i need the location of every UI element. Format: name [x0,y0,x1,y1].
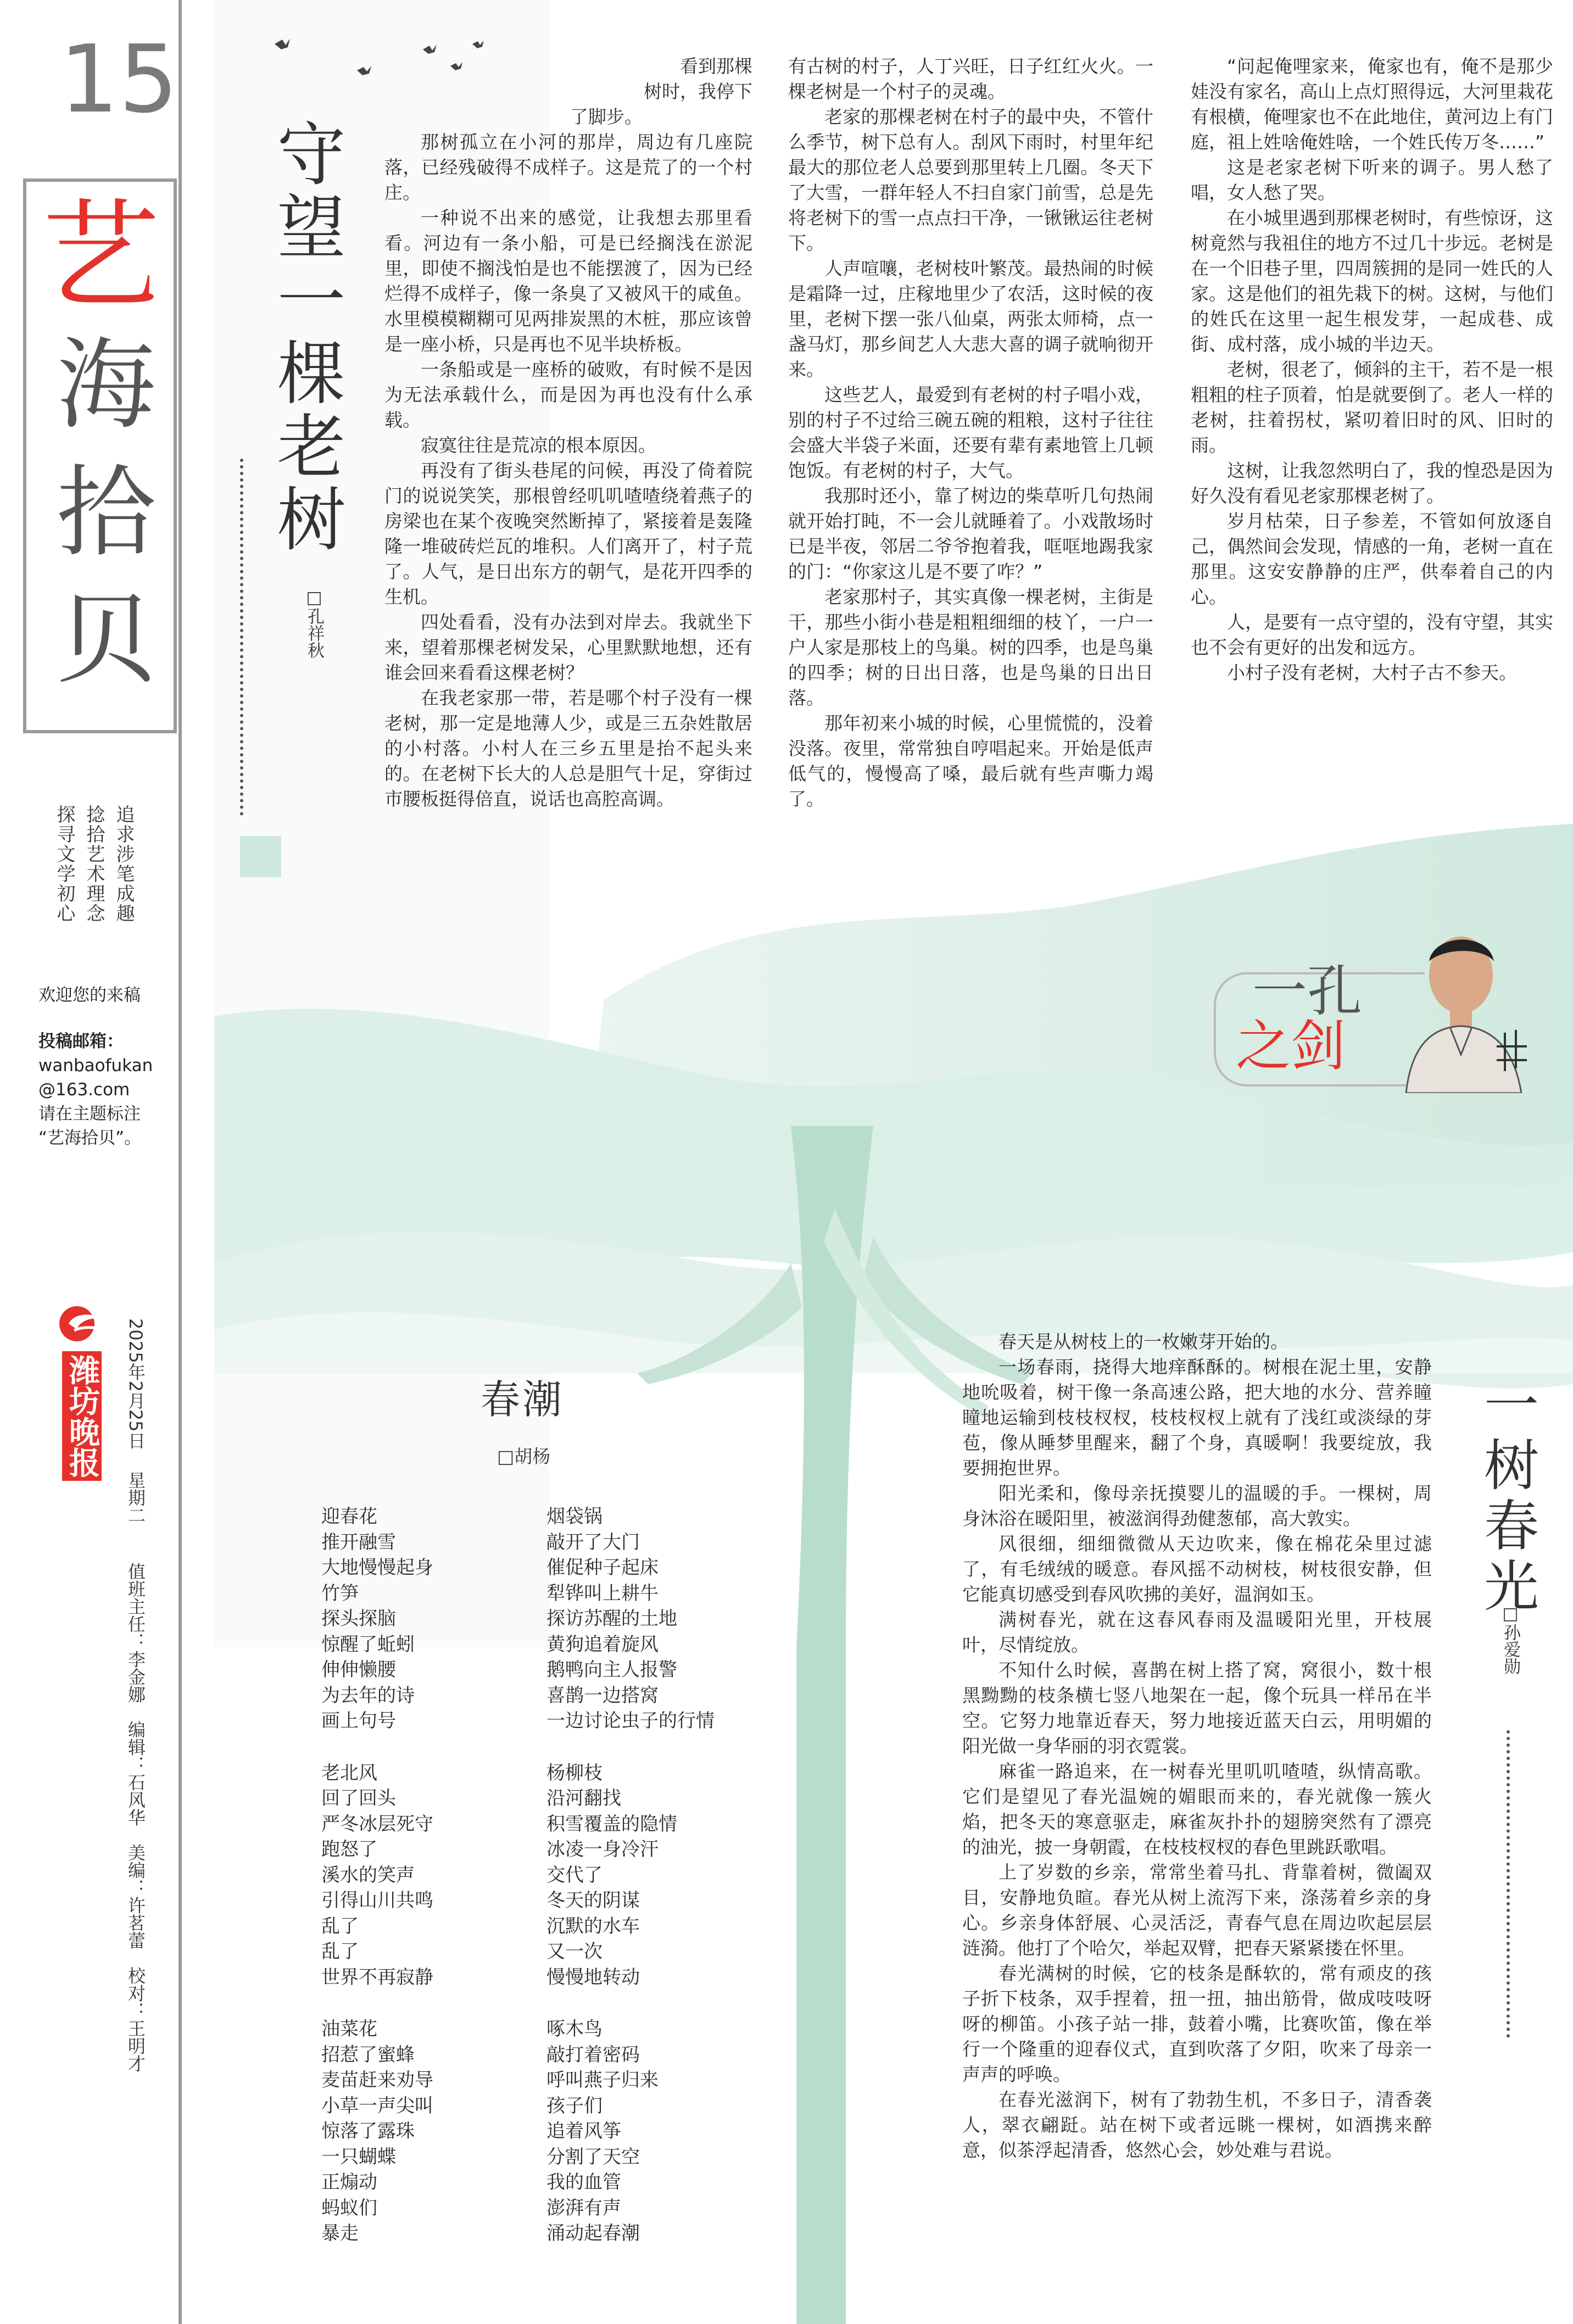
email-domain[interactable]: @163.com [38,1080,130,1100]
author-portrait [1395,928,1543,1093]
poem-line: 黄狗追着旋风 [546,1633,659,1656]
article3-author: □孙爱勋 [1501,1604,1520,1675]
staff-credits: 值班主任：李金娜 编辑：石风华 美编：许茗蕾 校对：王明才 [125,1562,146,2072]
paragraph: 我那时还小，靠了树边的柴草听几句热闹就开始打盹，不一会儿就睡着了。小戏散场时已是半夜，邻居二爷爷抱着我，哐哐地踢我家的门：“你家这儿是不要了咋？” [788,485,1153,582]
article1-column-1 [384,54,752,812]
poem-line: 冬天的阴谋 [546,1890,640,1911]
poem-line: 麦苗赶来劝导 [321,2069,433,2091]
poem-line: 冰凌一身冷汗 [546,1838,659,1860]
article1-title: 守望一棵老树 [265,118,345,556]
article1-lead [384,54,752,130]
poem-line: 溪水的笑声 [321,1864,415,1886]
poem-line: 油菜花 [321,2018,377,2040]
motto-1: 追求涉笔成趣 [113,805,135,923]
newspaper-logo-icon [52,1302,113,1346]
paragraph: 人，是要有一点守望的，没有守望，其实也不会有更好的出发和远方。 [1191,611,1553,658]
note-line-1: 请在主题标注 [38,1104,141,1124]
paragraph: 一条船或是一座桥的破败，有时候不是因为无法承载什么，而是因为再也没有什么承载。 [384,359,752,431]
paragraph: 上了岁数的乡亲，常常坐着马扎、背靠着树，微阖双目，安静地负暄。春光从树上流泻下来，涤荡着乡亲的身心。乡亲身体舒展、心灵活泛，青春气息在周边吹起层层涟漪。他打了个哈欠，举起双臂，把春天紧紧搂在怀里。 [962,1862,1432,1959]
newspaper-logo [52,1302,113,1481]
page-number: 15 [59,25,179,134]
email-label: 投稿邮箱： [38,1032,124,1051]
poem-line: 为去年的诗 [321,1684,415,1707]
poem-line: 乱了 [321,1941,359,1963]
poem-line: 交代了 [546,1864,603,1886]
note-line-2: “艺海拾贝”。 [38,1128,142,1148]
article1-column-3 [1191,54,1553,686]
lead-line: 了脚步。 [570,106,643,127]
poem-line: 烟袋锅 [546,1506,603,1528]
poem-line: 慢慢地转动 [546,1966,640,1988]
poem-line: 伸伸懒腰 [321,1659,396,1681]
section-title-rest: 海 拾 贝 [57,328,156,698]
poem-line: 犁铧叫上耕牛 [546,1582,659,1604]
paragraph: 春天是从树枝上的一枚嫩芽开始的。 [999,1331,1288,1352]
paragraph: 阳光柔和，像母亲抚摸婴儿的温暖的手。一棵树，周身沐浴在暖阳里，被滋润得劲健葱郁，高大敦实。 [962,1483,1432,1529]
paragraph: 满树春光，就在这春风春雨及温暖阳光里，开枝展叶，尽情绽放。 [962,1609,1432,1656]
issue-date: 2025年2月25日 [125,1318,146,1450]
article3-body [962,1329,1432,2163]
poem-line: 正煽动 [321,2171,377,2193]
poem-line: 沉默的水车 [546,1915,640,1937]
newspaper-name: 潍坊晚报 [62,1351,102,1481]
poem-line: 一只蝴蝶 [321,2145,396,2168]
paragraph: 四处看看，没有办法到对岸去。我就坐下来，望着那棵老树发呆，心里默默地想，还有谁会回来看看这棵老树？ [384,611,752,683]
paragraph: 不知什么时候，喜鹊在树上搭了窝，窝很小，数十根黑黝黝的枝条横七竖八地架在一起，像个玩具一样吊在半空。它努力地靠近春天，努力地接近蓝天白云，用明媚的阳光做一身华丽的羽衣霓裳。 [962,1659,1432,1757]
poem-stanza [321,1760,530,1991]
poem-line: 涌动起春潮 [546,2222,640,2244]
paragraph: 那年初来小城的时候，心里慌慌的，没着没落。夜里，常常独自哼唱起来。开始是低声低气的，慢慢高了嗓，最后就有些声嘶力竭了。 [788,712,1153,810]
poem-line: 回了回头 [321,1787,396,1809]
article2-author: □胡杨 [497,1446,551,1467]
poem-stanza [321,2016,530,2247]
paragraph: 寂寞往往是荒凉的根本原因。 [421,434,656,456]
poem-line: 蚂蚁们 [321,2197,377,2219]
paragraph: 风很细，细细微微从天边吹来，像在棉花朵里过滤了，有毛绒绒的暖意。春风摇不动树枝，树枝很安静，但它能真切感受到春风吹拂的美好，温润如玉。 [962,1533,1432,1605]
email-user[interactable]: wanbaofukan [38,1056,153,1075]
paragraph: 岁月枯荣，日子参差，不管如何放逐自己，偶然间会发现，情感的一角，老树一直在那里。这安安静静的庄严，供奉着自己的内心。 [1191,510,1553,608]
paragraph: “问起俺哩家来，俺家也有，俺不是那少娃没有家名，高山上点灯照得远，大河里栽花有根横，俺哩家也不在此地住，黄河边上有门庭，祖上姓啥俺姓啥，一个姓氏传万冬……” [1191,55,1553,153]
poem-line: 迎春花 [321,1506,377,1528]
article3-title: 一树春光 [1475,1376,1539,1618]
poem-line: 催促种子起床 [546,1557,659,1579]
poem-line: 又一次 [546,1941,603,1963]
poem-line: 敲打着密码 [546,2043,640,2066]
poem-line: 沿河翻找 [546,1787,621,1809]
poem-line: 乱了 [321,1915,359,1937]
poem-line: 世界不再寂静 [321,1966,433,1988]
paragraph: 春光满树的时候，它的枝条是酥软的，常有顽皮的孩子折下枝条，双手捏着，扭一扭，抽出筋骨，做成吱吱呀呀的柳笛。小孩子站一排，鼓着小嘴，比赛吹笛，像在举行一个隆重的迎春仪式，直到吹落了夕阳，吹来了母亲一声声的呼唤。 [962,1963,1432,2085]
paragraph: 在小城里遇到那棵老树时，有些惊讶，这树竟然与我祖住的地方不过几十步远。老树是在一个旧巷子里，四周簇拥的是同一姓氏的人家。这是他们的祖先栽下的树。这树，与他们的姓氏在这里一起生根发芽，一起成巷、成街、成村落，成小城的半边天。 [1191,207,1553,355]
poem-line: 一边讨论虫子的行情 [546,1710,715,1732]
poem-line: 严冬冰层死守 [321,1813,433,1835]
poem-line: 大地慢慢起身 [321,1557,433,1579]
paragraph: 人声喧嚷，老树枝叶繁茂。最热闹的时候是霜降一过，庄稼地里少了农活，这时候的夜里，老树下摆一张八仙桌，两张太师椅，点一盏马灯，那乡间艺人大悲大喜的调子就响彻开来。 [788,258,1153,380]
poem-line: 探头探脑 [321,1608,396,1630]
poem-line: 积雪覆盖的隐情 [546,1813,677,1835]
poem-line: 敲开了大门 [546,1531,640,1553]
motto-lines [49,805,138,948]
poem-line: 竹笋 [321,1582,359,1604]
poem-line: 惊醒了蚯蚓 [321,1633,415,1656]
paragraph: 麻雀一路追来，在一树春光里叽叽喳喳，纵情高歌。它们是望见了春光温婉的媚眼而来的，春光就像一簇火焰，把冬天的寒意驱走，麻雀灰扑扑的翅膀突然有了漂亮的油光，披一身朝霞，在枝枝杈杈的春色里跳跃歌唱。 [962,1760,1432,1858]
poem-column-right [546,1504,777,2273]
issue-weekday: 星期二 [125,1471,146,1524]
poem-line: 招惹了蜜蜂 [321,2043,415,2066]
poem-line: 鹅鸭向主人报警 [546,1659,677,1681]
poem-line: 啄木鸟 [546,2018,603,2040]
paragraph: 一场春雨，挠得大地痒酥酥的。树根在泥土里，安静地吮吸着，树干像一条高速公路，把大地的水分、营养瞳瞳地运输到枝枝杈杈，枝枝杈杈上就有了浅红或淡绿的芽苞，像从睡梦里醒来，翻了个身，真暖啊！我要绽放，我要拥抱世界。 [962,1356,1432,1479]
paragraph: 老家的那棵老树在村子的最中央，不管什么季节，树下总有人。刮风下雨时，村里年纪最大的那位老人总要到那里转上几圈。冬天下了大雪，一群年轻人不扫自家门前雪，总是先将老树下的雪一点点扫干净，一锹锹运往老树下。 [788,106,1153,254]
paragraph: 老家那村子，其实真像一棵老树，主街是干，那些小街小巷是粗粗细细的枝丫，一户一户人家是那枝上的鸟巢。树的四季，也是鸟巢的四季；树的日出日落，也是鸟巢的日出日落。 [788,586,1153,709]
paragraph: 有古树的村子，人丁兴旺，日子红红火火。一棵老树是一个村子的灵魂。 [788,55,1153,102]
paragraph: 这树，让我忽然明白了，我的惶恐是因为好久没有看见老家那棵老树了。 [1191,460,1553,506]
paragraph: 小村子没有老树，大村子古不参天。 [1227,662,1517,683]
poem-line: 孩子们 [546,2094,603,2117]
section-title-box [23,179,177,733]
contribution-info [38,983,176,1150]
poem-line: 暴走 [321,2222,359,2244]
poem-line: 杨柳枝 [546,1762,603,1784]
poem-line: 分割了天空 [546,2145,640,2168]
paragraph: 老树，很老了，倾斜的主干，若不是一根粗粗的柱子顶着，怕是就要倒了。老人一样的老树，拄着拐杖，紧叨着旧时的风、旧时的雨。 [1191,359,1553,456]
poem-line: 引得山川共鸣 [321,1890,433,1911]
lead-line: 树时，我停下 [644,81,752,102]
poem-line: 跑怒了 [321,1838,377,1860]
paragraph: 再没有了街头巷尾的问候，再没了倚着院门的说说笑笑，那根曾经叽叽喳喳绕着燕子的房梁也在某个夜晚突然断掉了，紧接着是轰隆隆一堆破砖烂瓦的堆积。人们离开了，村子荒了。人气，是日出东方的朝气，是花开四季的生机。 [384,460,752,608]
welcome-text: 欢迎您的来稿 [38,985,141,1005]
column-logo [1214,928,1543,1093]
column-logo-text-1: 一孔 [1252,959,1362,1023]
motto-3: 探寻文学初心 [53,805,75,923]
section-title-first-char: 艺 [42,187,160,325]
poem-stanza [321,1504,530,1734]
article2-title: 春潮 [481,1376,565,1423]
article1-dotted-rule [240,459,243,816]
article1-author: □孔祥秋 [304,588,324,659]
column-logo-text-2: 之剑 [1236,1014,1346,1078]
poem-stanza [546,2016,777,2247]
lead-line: 看到那棵 [680,55,752,77]
poem-line: 画上句号 [321,1710,396,1732]
paragraph: 这些艺人，最爱到有老树的村子唱小戏，别的村子不过给三碗五碗的粗粮，这村子往往会盛大半袋子米面，还要有辈有素地管上几顿饱饭。有老树的村子，大气。 [788,384,1153,481]
motto-2: 捻拾艺术理念 [83,805,105,923]
poem-stanza [546,1504,777,1734]
poem-line: 惊落了露珠 [321,2120,415,2142]
issue-info [124,1318,148,2252]
poem-line: 推开融雪 [321,1531,396,1553]
poem-stanza [546,1760,777,1991]
paragraph: 那树孤立在小河的那岸，周边有几座院落，已经残破得不成样子。这是荒了的一个村庄。 [384,131,752,203]
paragraph: 一种说不出来的感觉，让我想去那里看看。河边有一条小船，可是已经搁浅在淤泥里，即使不搁浅怕是也不能摆渡了，因为已经烂得不成样子，像一条臭了又被风干的咸鱼。水里模模糊糊可见两排炭黑的木桩，那应该曾是一座小桥，只是再也不见半块桥板。 [384,207,752,355]
poem-line: 呼叫燕子归来 [546,2069,659,2091]
article3-dotted-rule [1507,1730,1510,2038]
poem-line: 喜鹊一边搭窝 [546,1684,659,1707]
poem-line: 老北风 [321,1762,377,1784]
poem-line: 我的血管 [546,2171,621,2193]
paragraph: 在我老家那一带，若是哪个村子没有一棵老树，那一定是地薄人少，或是三五杂姓散居的小村落。小村人在三乡五里是抬不起头来的。在老树下长大的人总是胆气十足，穿街过市腰板挺得倍直，说话也高腔高调。 [384,687,752,810]
left-rule [179,0,182,2324]
article1-column-2 [788,54,1153,812]
paragraph: 在春光滋润下，树有了勃勃生机，不多日子，清香袭人，翠衣翩跹。站在树下或者远眺一棵树，如酒携来醉意，似茶浮起清香，悠然心会，妙处难与君说。 [962,2089,1432,2161]
poem-line: 探访苏醒的土地 [546,1608,677,1630]
poem-line: 小草一声尖叫 [321,2094,433,2117]
poem-line: 追着风筝 [546,2120,621,2142]
poem-column-left [321,1504,530,2273]
paragraph: 这是老家老树下听来的调子。男人愁了唱，女人愁了哭。 [1191,157,1553,203]
poem-line: 澎湃有声 [546,2197,621,2219]
